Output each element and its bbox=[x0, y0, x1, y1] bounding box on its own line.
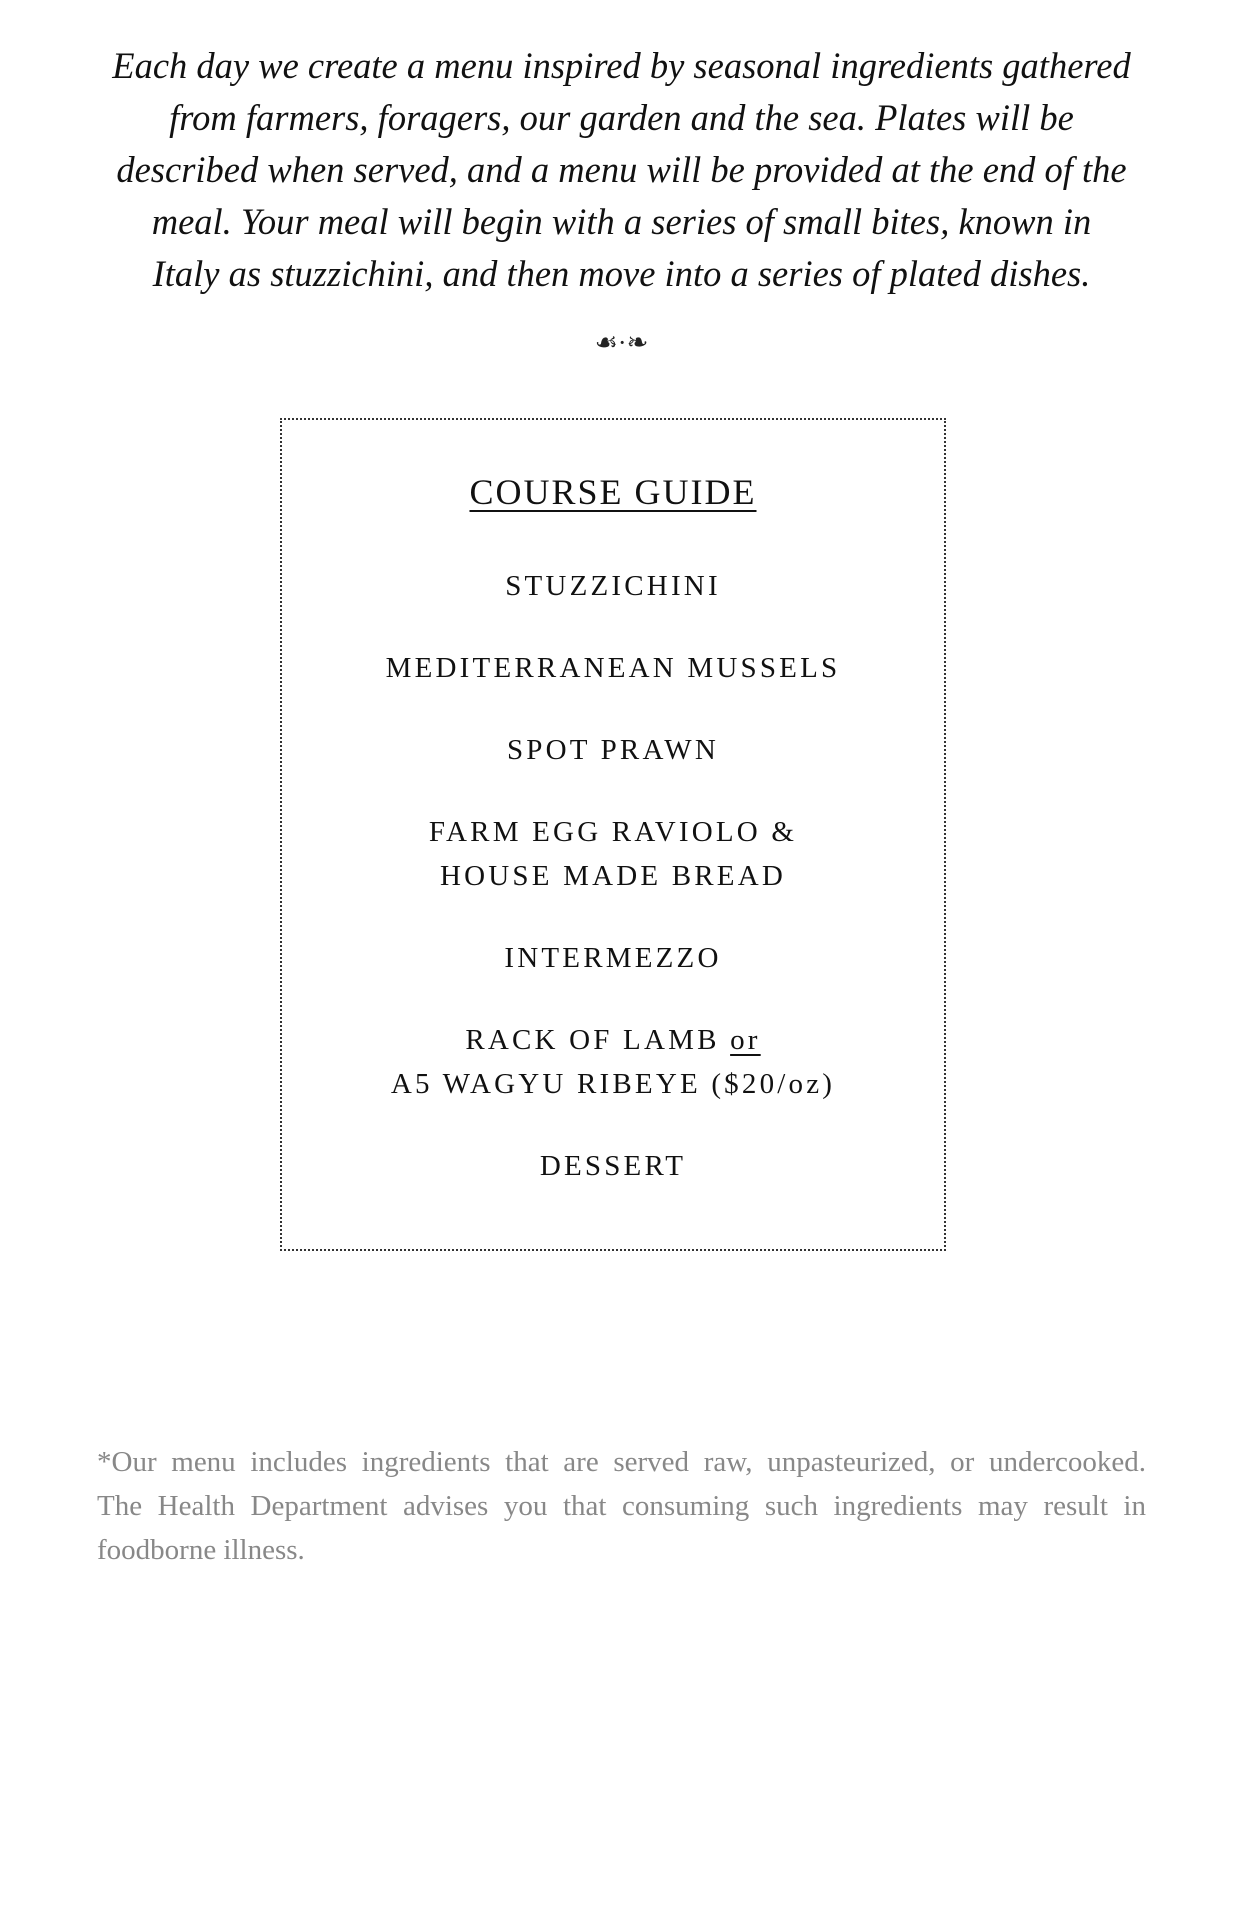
course-intermezzo: INTERMEZZO bbox=[504, 942, 722, 974]
course-bread-line: HOUSE MADE BREAD bbox=[439, 860, 787, 892]
intro-line: Each day we create a menu inspired by seasonal ingredients gathered bbox=[112, 45, 1131, 86]
intro-line: from farmers, foragers, our garden and the sea. Plates will be bbox=[169, 97, 1074, 138]
course-mussels: MEDITERRANEAN MUSSELS bbox=[385, 652, 841, 684]
course-stuzzichini: STUZZICHINI bbox=[505, 570, 721, 602]
course-dessert: DESSERT bbox=[539, 1150, 687, 1182]
health-disclaimer bbox=[97, 1440, 1146, 1572]
course-raviolo-line: FARM EGG RAVIOLO & bbox=[428, 816, 798, 848]
disclaimer-line: The Health Department advises you that consuming such ingredients may result in bbox=[97, 1490, 1146, 1522]
course-wagyu: A5 WAGYU RIBEYE ($20/oz) bbox=[390, 1068, 836, 1100]
course-guide-box bbox=[280, 418, 946, 1251]
course-or: or bbox=[730, 1024, 761, 1056]
course-raviolo bbox=[282, 810, 944, 898]
course-main bbox=[282, 1018, 944, 1106]
course-guide-title bbox=[282, 470, 944, 514]
course-guide-title-text: COURSE GUIDE bbox=[469, 472, 757, 512]
intro-line: described when served, and a menu will be provided at the end of the bbox=[116, 149, 1127, 190]
disclaimer-line: foodborne illness. bbox=[97, 1534, 305, 1566]
disclaimer-line: *Our menu includes ingredients that are served raw, unpasteurized, or undercooked. bbox=[97, 1446, 1146, 1478]
intro-line: meal. Your meal will begin with a series of small bites, known in bbox=[151, 201, 1092, 242]
fleuron-ornament-icon: ☙·❧ bbox=[594, 328, 649, 357]
intro-line: Italy as stuzzichini, and then move into a series of plated dishes. bbox=[152, 253, 1091, 294]
intro-paragraph bbox=[90, 40, 1153, 300]
course-main-line-1 bbox=[282, 1018, 944, 1062]
course-spot-prawn: SPOT PRAWN bbox=[506, 734, 720, 766]
course-lamb: RACK OF LAMB bbox=[465, 1024, 720, 1056]
